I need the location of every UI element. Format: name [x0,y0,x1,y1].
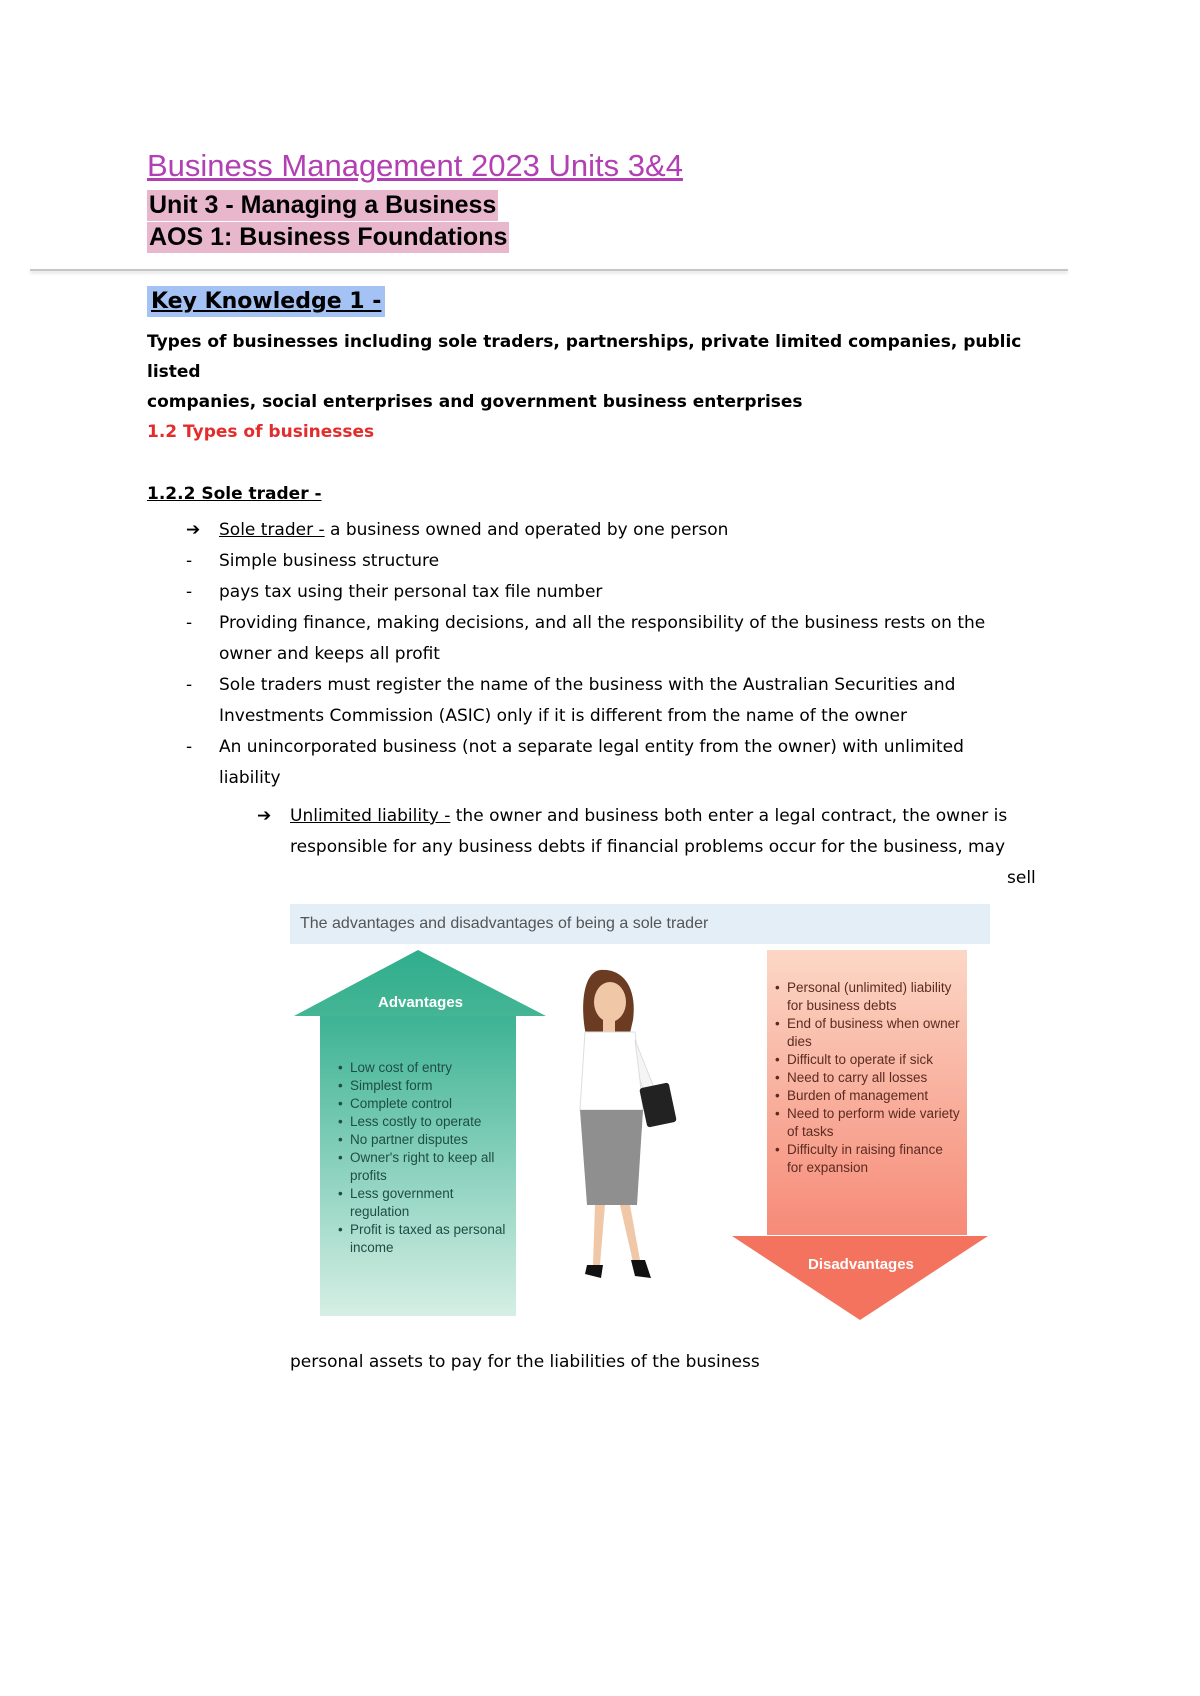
unlimited-liability-text: the owner and business both enter a legal contract, the owner is [450,806,1008,826]
list-item: • End of business when owner dies [775,1015,960,1051]
list-item: • Low cost of entry [338,1059,508,1077]
advantages-list [338,1059,508,1257]
businesswoman-illustration [555,960,685,1300]
unlimited-liability-term: Unlimited liability - [290,806,451,826]
list-item: • No partner disputes [338,1131,508,1149]
arrow-bullet-icon: ➔ [257,806,272,826]
dash-bullet-icon: - [186,582,193,602]
continuation-text: personal assets to pay for the liabilities of the business [290,1352,760,1372]
key-knowledge-heading: Key Knowledge 1 - [147,286,385,317]
list-item-text: Simple business structure [219,551,440,571]
figure-title: The advantages and disadvantages of being a sole trader [290,904,990,944]
dash-bullet-icon: - [186,675,193,695]
advantages-disadvantages-figure [290,904,990,1324]
key-knowledge-line-2: companies, social enterprises and government business enterprises [147,392,803,412]
point-list [186,546,1066,794]
list-item [186,732,1066,794]
aos-heading: AOS 1: Business Foundations [149,223,508,251]
list-item: • Complete control [338,1095,508,1113]
key-knowledge-description [147,327,1047,417]
advantages-arrow-head [290,944,550,1024]
list-item-text: An unincorporated business (not a separate legal entity from the owner) with unlimited [219,737,964,757]
unlimited-liability-text-2: responsible for any business debts if financial problems occur for the business, may [290,837,1006,857]
list-item-text: pays tax using their personal tax file number [219,582,603,602]
list-item: • Need to perform wide variety of tasks [775,1105,960,1141]
list-item [186,546,1066,577]
unlimited-liability-item [257,801,1057,894]
dash-bullet-icon: - [186,613,193,633]
disadvantages-arrow-head [730,1234,990,1324]
list-item-text: liability [219,768,281,788]
list-item-text: Investments Commission (ASIC) only if it is different from the name of the owner [219,706,908,726]
sole-trader-term: Sole trader - [219,520,325,540]
list-item: • Owner's right to keep all profits [338,1149,508,1185]
list-item: • Difficult to operate if sick [775,1051,960,1069]
document-title: Business Management 2023 Units 3&4 [147,148,683,183]
disadvantages-list [775,979,960,1177]
list-item: • Burden of management [775,1087,960,1105]
section-heading: 1.2 Types of businesses [147,422,375,442]
list-item: • Less costly to operate [338,1113,508,1131]
list-item: • Difficulty in raising finance for expansion [775,1141,960,1177]
key-knowledge-line-1: Types of businesses including sole traders, partnerships, private limited companies, public listed [147,332,1022,382]
list-item: • Personal (unlimited) liability for business debts [775,979,960,1015]
arrow-bullet-icon: ➔ [186,520,201,540]
unlimited-liability-text-3: sell [1007,868,1036,888]
dash-bullet-icon: - [186,737,193,757]
subsection-heading: 1.2.2 Sole trader - [147,484,322,504]
list-item-text: Providing finance, making decisions, and all the responsibility of the business rests on the [219,613,986,633]
sole-trader-definition: a business owned and operated by one person [324,520,729,540]
list-item [186,670,1066,732]
horizontal-divider [30,269,1068,271]
advantages-label: Advantages [378,994,464,1011]
dash-bullet-icon: - [186,551,193,571]
list-item: • Need to carry all losses [775,1069,960,1087]
list-item-text: owner and keeps all profit [219,644,440,664]
list-item: • Simplest form [338,1077,508,1095]
list-item: • Profit is taxed as personal income [338,1221,508,1257]
list-item: • Less government regulation [338,1185,508,1221]
unit-heading: Unit 3 - Managing a Business [149,191,497,219]
list-item [186,577,1066,608]
list-item [186,608,1066,670]
disadvantages-label: Disadvantages [808,1256,914,1273]
list-item-text: Sole traders must register the name of the business with the Australian Securities and [219,675,956,695]
